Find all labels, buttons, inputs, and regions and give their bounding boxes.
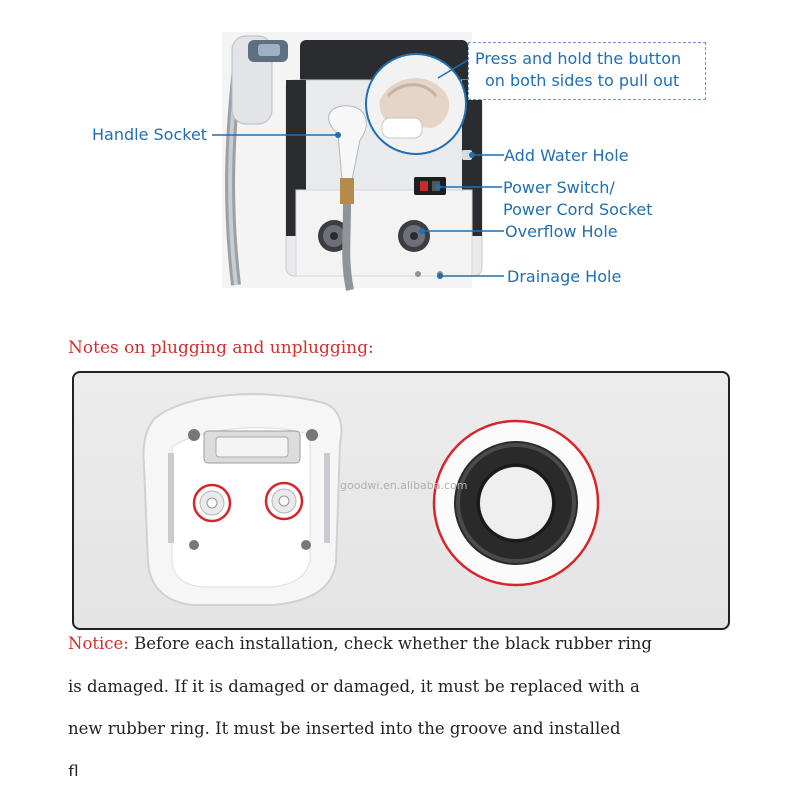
notice-label: Notice: [68,634,129,653]
notice-line-3: new rubber ring. It must be inserted into the groove and installed [68,719,621,738]
notice-line-4: fl [68,762,80,776]
power-switch-label: Power Switch/ [503,178,615,197]
handle-socket-label: Handle Socket [92,125,208,144]
overflow-hole-label: Overflow Hole [505,222,618,241]
notice-line-2: is damaged. If it is damaged or damaged, it must be replaced with a [68,677,640,696]
notice-line-1-text: Before each installation, check whether the black rubber ring [128,634,652,653]
connector-illustration [74,373,728,628]
connector-photo [72,371,730,630]
notice-line-1 [68,634,652,653]
pull-out-instruction-line1: Press and hold the button [475,49,682,68]
watermark-text: goodwi.en.alibaba.com [340,479,468,492]
pull-out-instruction-line2: on both sides to pull out [485,71,680,90]
drainage-hole-label: Drainage Hole [507,267,622,286]
product-diagram [0,0,800,300]
notes-heading: Notes on plugging and unplugging: [68,338,374,358]
power-cord-socket-label: Power Cord Socket [503,200,653,219]
add-water-hole-label: Add Water Hole [504,146,629,165]
pull-out-instruction-box [468,42,706,100]
